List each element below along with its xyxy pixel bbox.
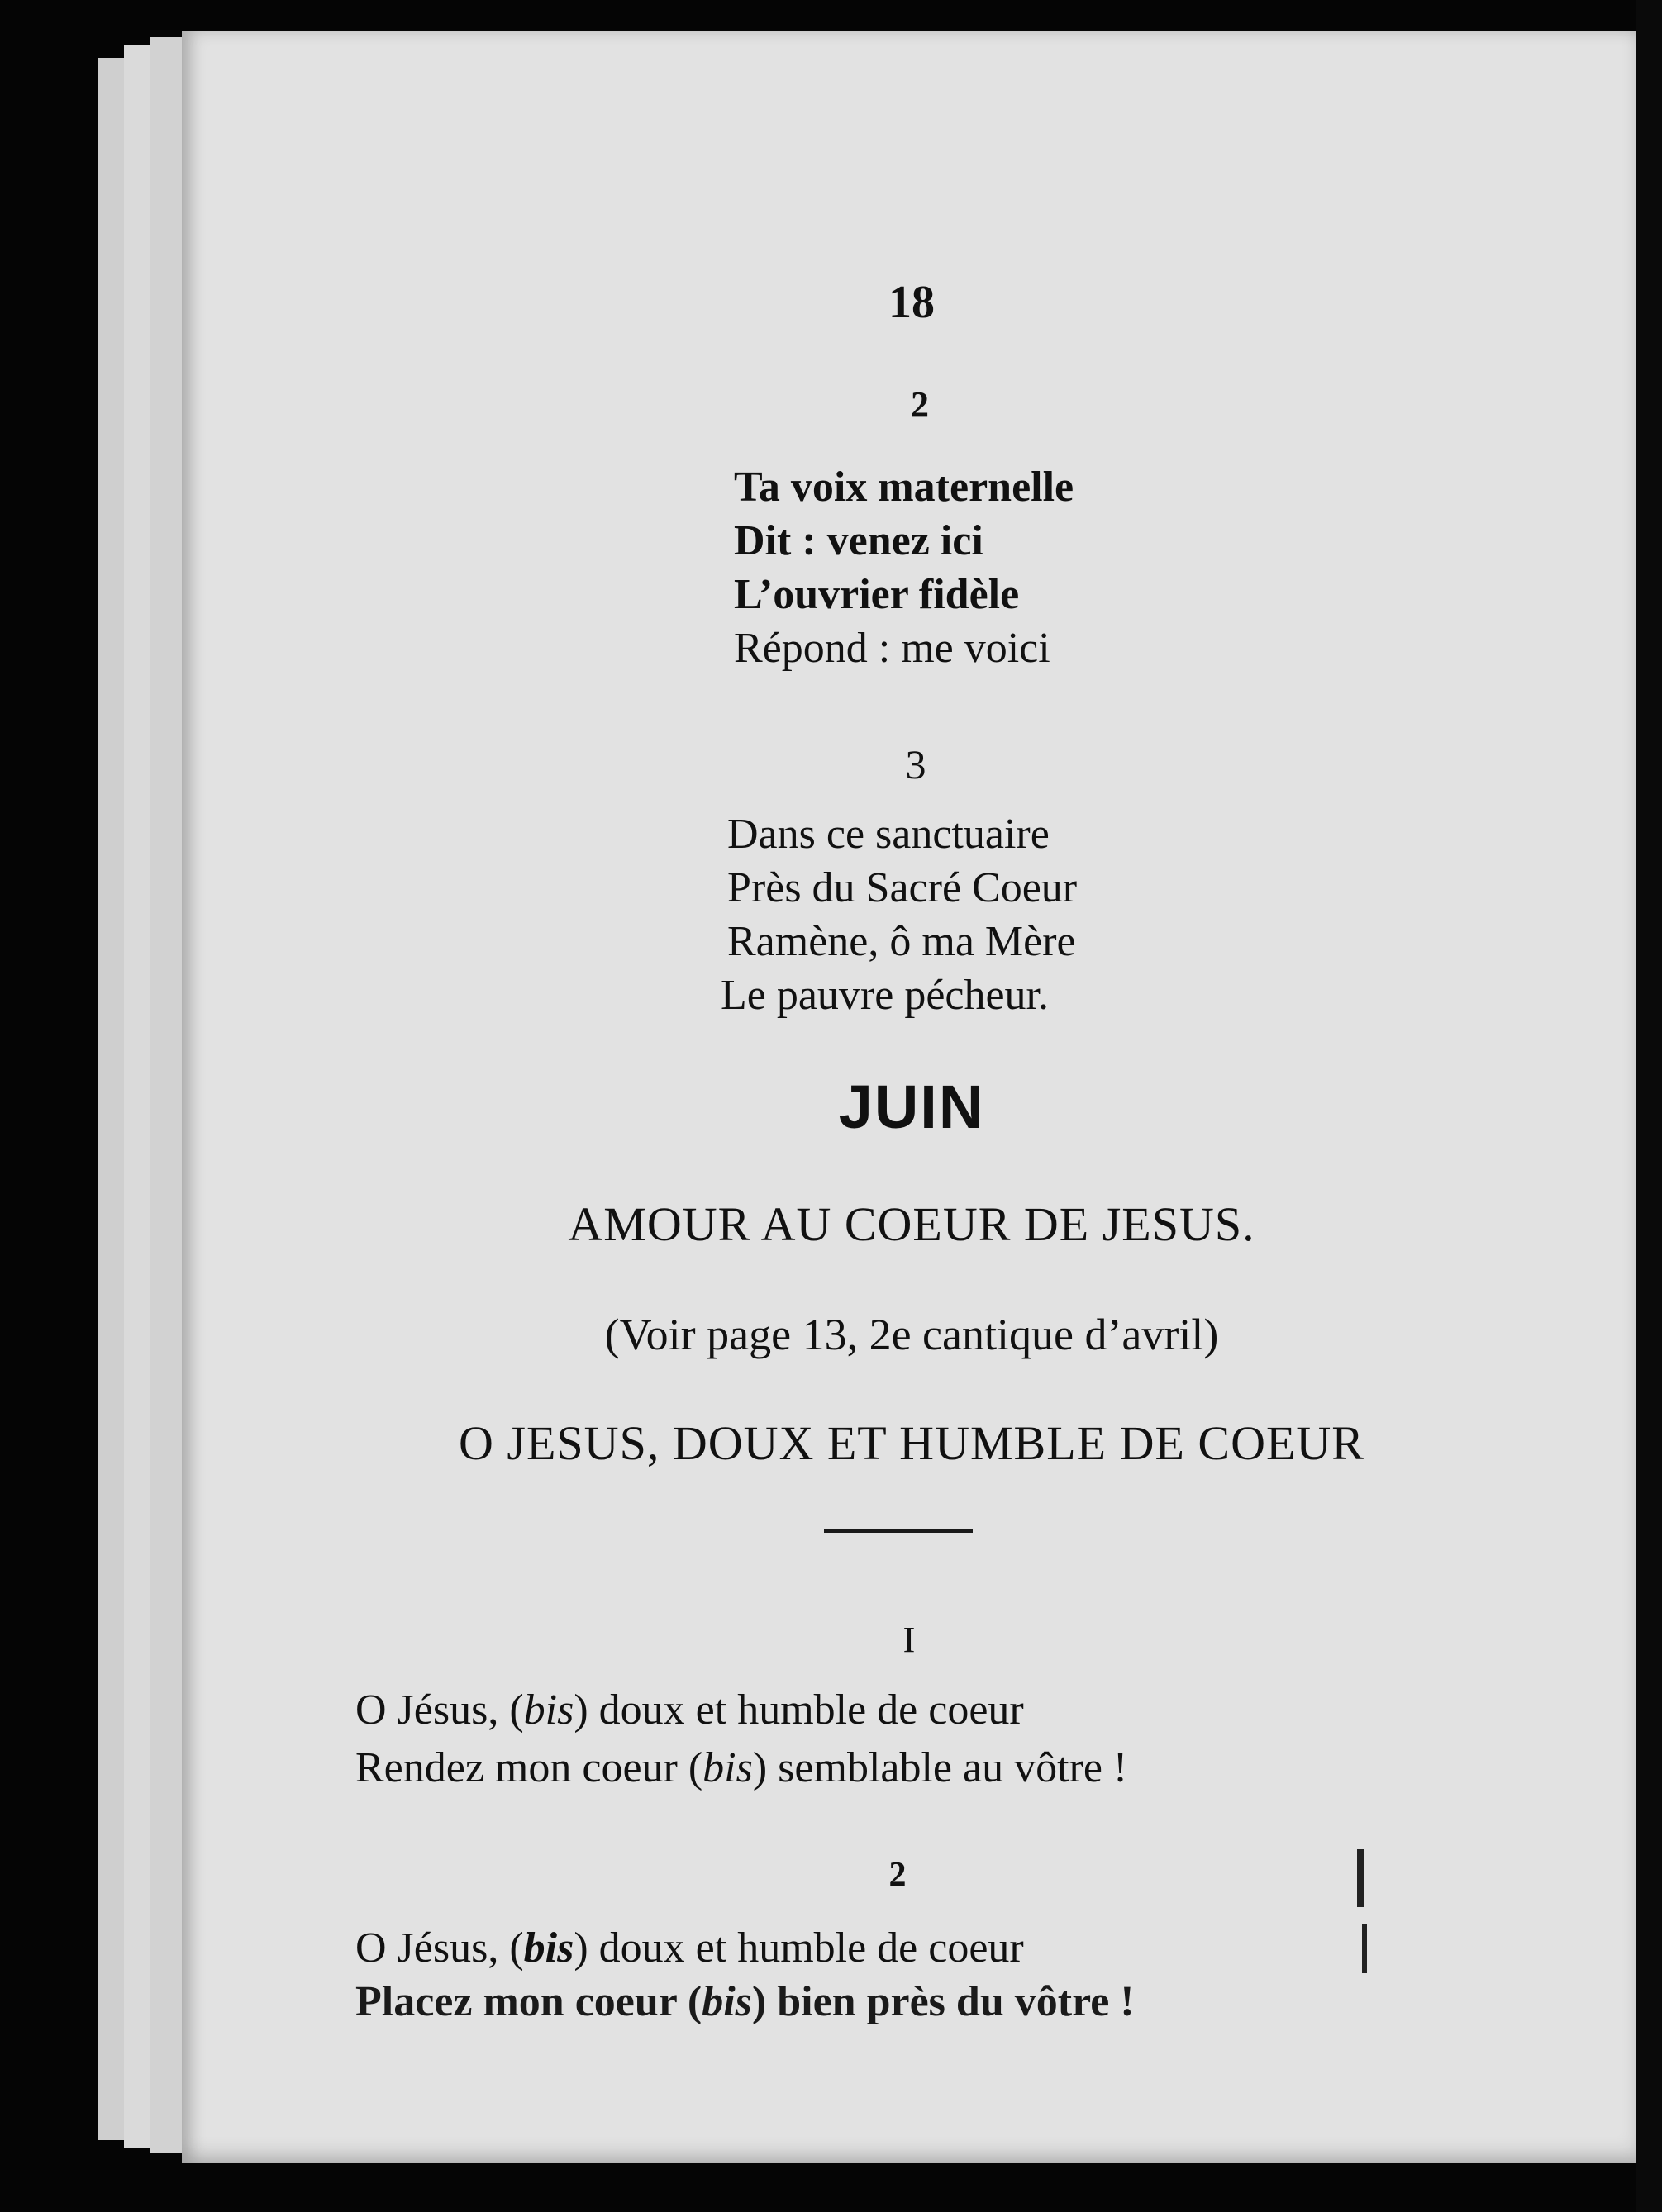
verse-line: Placez mon coeur (bis) bien près du vôtre ! xyxy=(355,1978,1135,2025)
hymn-heading: AMOUR AU COEUR DE JESUS. xyxy=(568,1197,1255,1251)
stanza-number: 2 xyxy=(911,384,929,425)
page-number: 18 xyxy=(888,277,935,328)
verse-number: I xyxy=(902,1620,916,1660)
verse-line: Rendez mon coeur (bis) semblable au vôtre ! xyxy=(355,1744,1128,1791)
verse-line: O Jésus, (bis) doux et humble de coeur xyxy=(355,1686,1024,1734)
stanza-number: 3 xyxy=(905,741,926,787)
verse-line: O Jésus, (bis) doux et humble de coeur xyxy=(355,1924,1024,1972)
stanza-line: Ta voix maternelle xyxy=(734,464,1074,511)
scan-border xyxy=(1636,0,1662,2212)
stanza-line: Le pauvre pécheur. xyxy=(721,972,1050,1019)
stanza-line: Près du Sacré Coeur xyxy=(727,864,1078,911)
stanza-line: Répond : me voici xyxy=(734,625,1050,672)
page-sheet xyxy=(182,31,1636,2163)
stanza-line: Dans ce sanctuaire xyxy=(727,811,1050,858)
stanza-line: L’ouvrier fidèle xyxy=(734,571,1020,618)
scan-artifact xyxy=(1357,1849,1364,1907)
hymn-heading: O JESUS, DOUX ET HUMBLE DE COEUR xyxy=(459,1416,1364,1470)
stanza-line: Ramène, ô ma Mère xyxy=(727,918,1076,965)
divider-rule xyxy=(824,1529,973,1533)
scan-artifact xyxy=(1362,1924,1367,1973)
stanza-line: Dit : venez ici xyxy=(734,517,983,564)
page-reference: (Voir page 13, 2e cantique d’avril) xyxy=(604,1310,1219,1359)
section-title: JUIN xyxy=(838,1073,985,1141)
page-edge xyxy=(150,37,185,2153)
verse-number: 2 xyxy=(888,1856,907,1894)
